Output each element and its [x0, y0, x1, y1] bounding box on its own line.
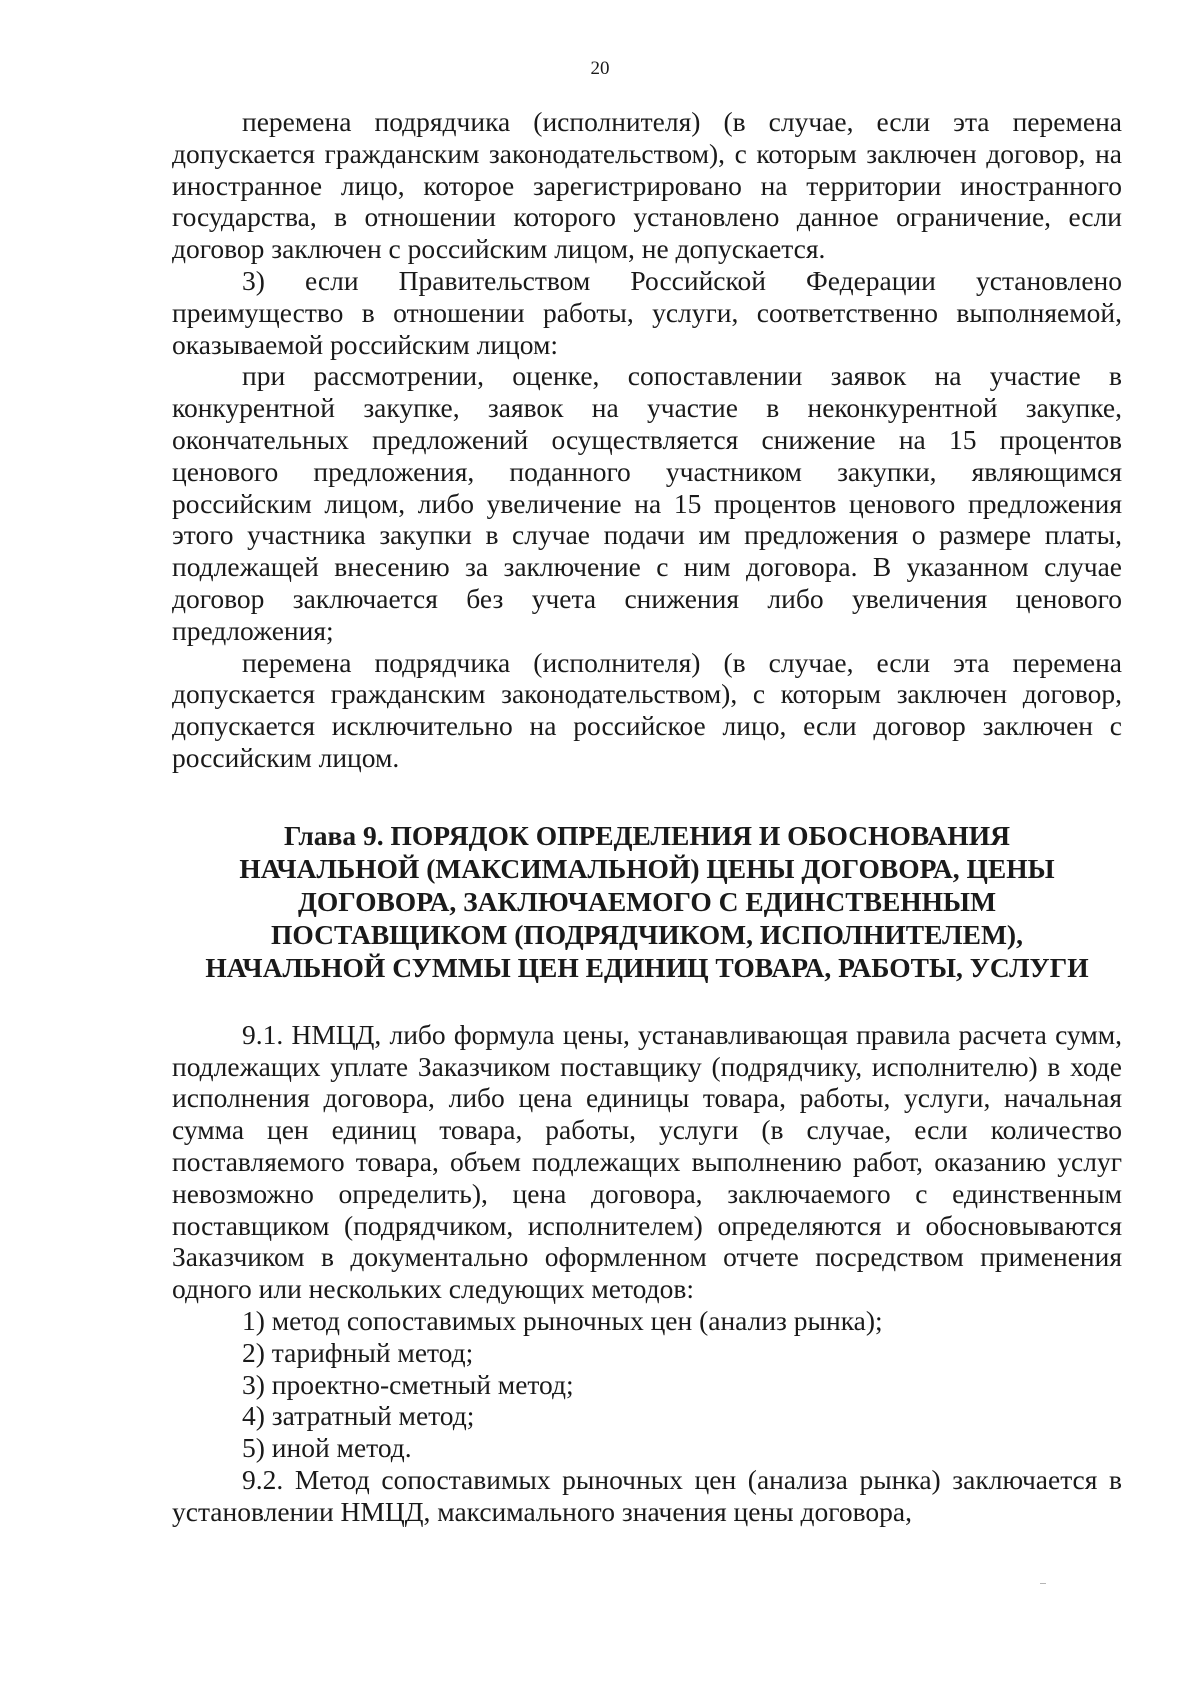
scan-speck	[1040, 1583, 1046, 1584]
method-list-item: 2) тарифный метод;	[242, 1336, 474, 1368]
section-9-1: 9.1. НМЦД, либо формула цены, устанавливающая правила расчета сумм, подлежащих уплате Заказчиком поставщику (подрядчику, исполнителю) в ходе исполнения договора, либо цена единицы товара, работы, услуги, начальная сумма цен единиц товара, работы, услуги (в случае, если количество поставляемого товара, объем подлежащих выполнению работ, оказанию услуг невозможно определить), цена договора, заключаемого с единственным поставщиком (подрядчиком, исполнителем) определяются и обосновываются Заказчиком в документально оформленном отчете посредством применения одного или нескольких следующих методов:	[172, 1018, 1122, 1305]
page-number: 20	[590, 58, 610, 79]
chapter-heading-line: НАЧАЛЬНОЙ СУММЫ ЦЕН ЕДИНИЦ ТОВАРА, РАБОТЫ, УСЛУГИ	[205, 951, 1089, 983]
paragraph-substitution-russian: перемена подрядчика (исполнителя) (в случае, если эта перемена допускается гражданским законодательством), с которым заключен договор, допускается исключительно на российское лицо, если договор заключен с российским лицом.	[172, 646, 1122, 773]
chapter-heading-line: ПОСТАВЩИКОМ (ПОДРЯДЧИКОМ, ИСПОЛНИТЕЛЕМ),	[271, 918, 1023, 950]
method-list-item: 4) затратный метод;	[242, 1400, 475, 1432]
chapter-heading-line: Глава 9. ПОРЯДОК ОПРЕДЕЛЕНИЯ И ОБОСНОВАНИЯ	[283, 819, 1011, 851]
chapter-heading-line: ДОГОВОРА, ЗАКЛЮЧАЕМОГО С ЕДИНСТВЕННЫМ	[297, 885, 997, 917]
chapter-9-heading	[172, 819, 1122, 984]
paragraph-substitution-foreign: перемена подрядчика (исполнителя) (в случае, если эта перемена допускается гражданским законодательством), с которым заключен договор, на иностранное лицо, которое зарегистрировано на территории иностранного государства, в отношении которого установлено данное ограничение, если договор заключен с российским лицом, не допускается.	[172, 106, 1122, 265]
method-list-item: 5) иной метод.	[242, 1432, 412, 1464]
section-9-2: 9.2. Метод сопоставимых рыночных цен (анализа рынка) заключается в установлении НМЦД, максимального значения цены договора,	[172, 1463, 1122, 1527]
chapter-heading-line: НАЧАЛЬНОЙ (МАКСИМАЛЬНОЙ) ЦЕНЫ ДОГОВОРА, ЦЕНЫ	[239, 852, 1055, 884]
document-body	[172, 106, 1122, 1527]
method-list-item: 1) метод сопоставимых рыночных цен (анализ рынка);	[242, 1304, 883, 1336]
paragraph-price-reduction: при рассмотрении, оценке, сопоставлении заявок на участие в конкурентной закупке, заявок на участие в неконкурентной закупке, окончательных предложений осуществляется снижение на 15 процентов ценового предложения, поданного участником закупки, являющимся российским лицом, либо увеличение на 15 процентов ценового предложения этого участника закупки в случае подачи им предложения о размере платы, подлежащей внесению за заключение с ним договора. В указанном случае договор заключается без учета снижения либо увеличения ценового предложения;	[172, 360, 1122, 646]
method-list-item: 3) проектно-сметный метод;	[242, 1368, 574, 1400]
paragraph-preference-item-3: 3) если Правительством Российской Федерации установлено преимущество в отношении работы, услуги, соответственно выполняемой, оказываемой российским лицом:	[172, 264, 1122, 360]
